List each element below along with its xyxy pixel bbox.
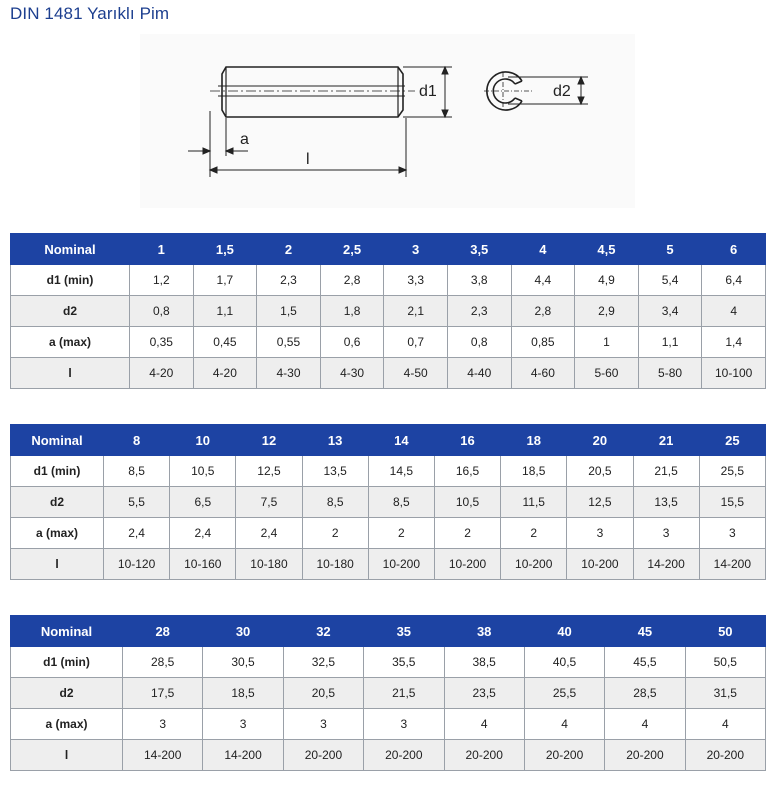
- table-cell: 1,1: [638, 327, 702, 358]
- table-cell: 4,9: [575, 265, 639, 296]
- table-cell: 3: [699, 518, 765, 549]
- l-label: l: [306, 151, 310, 168]
- table-cell: 2,3: [257, 265, 321, 296]
- table-cell: 4: [685, 709, 765, 740]
- table-row-l: [11, 740, 766, 771]
- header-label-cell: Nominal: [11, 616, 123, 647]
- table-cell: 1,8: [320, 296, 384, 327]
- table-cell: 5-80: [638, 358, 702, 389]
- row-label-cell: d1 (min): [11, 456, 104, 487]
- table-cell: 14-200: [203, 740, 283, 771]
- nominal-size-cell: 2: [257, 234, 321, 265]
- nominal-size-cell: 50: [685, 616, 765, 647]
- table-cell: 1,4: [702, 327, 766, 358]
- table-cell: 0,8: [130, 296, 194, 327]
- table-cell: 8,5: [302, 487, 368, 518]
- table-cell: 25,5: [524, 678, 604, 709]
- table-cell: 28,5: [605, 678, 685, 709]
- row-label-cell: d1 (min): [11, 265, 130, 296]
- table-cell: 2,4: [170, 518, 236, 549]
- table-cell: 45,5: [605, 647, 685, 678]
- table-cell: 4-20: [130, 358, 194, 389]
- table-cell: 28,5: [123, 647, 203, 678]
- table-cell: 2: [501, 518, 567, 549]
- table-cell: 4: [605, 709, 685, 740]
- table-cell: 21,5: [633, 456, 699, 487]
- nominal-size-cell: 3,5: [447, 234, 511, 265]
- table-cell: 3: [123, 709, 203, 740]
- table-cell: 13,5: [302, 456, 368, 487]
- table-cell: 2: [302, 518, 368, 549]
- nominal-size-cell: 4: [511, 234, 575, 265]
- spring-pin-technical-drawing: [140, 34, 635, 208]
- table-cell: 5-60: [575, 358, 639, 389]
- table-cell: 4: [524, 709, 604, 740]
- nominal-size-cell: 4,5: [575, 234, 639, 265]
- nominal-size-cell: 38: [444, 616, 524, 647]
- row-label-cell: a (max): [11, 518, 104, 549]
- table-cell: 4: [702, 296, 766, 327]
- table-cell: 20-200: [685, 740, 765, 771]
- table-cell: 2: [434, 518, 500, 549]
- table-cell: 8,5: [104, 456, 170, 487]
- table-cell: 20-200: [283, 740, 363, 771]
- nominal-size-cell: 8: [104, 425, 170, 456]
- a-dimension: [188, 111, 248, 177]
- table-cell: 10-200: [434, 549, 500, 580]
- table-cell: 10-200: [368, 549, 434, 580]
- table-cell: 0,7: [384, 327, 448, 358]
- table-cell: 1: [575, 327, 639, 358]
- header-label-cell: Nominal: [11, 425, 104, 456]
- table-cell: 2,8: [511, 296, 575, 327]
- table-cell: 14-200: [699, 549, 765, 580]
- table-cell: 3: [203, 709, 283, 740]
- nominal-size-cell: 6: [702, 234, 766, 265]
- table-cell: 5,5: [104, 487, 170, 518]
- table-cell: 2,8: [320, 265, 384, 296]
- nominal-size-cell: 14: [368, 425, 434, 456]
- table-cell: 14,5: [368, 456, 434, 487]
- table-row-d1: [11, 265, 766, 296]
- nominal-size-cell: 5: [638, 234, 702, 265]
- table-cell: 10,5: [434, 487, 500, 518]
- table-cell: 4-30: [320, 358, 384, 389]
- table-cell: 14-200: [633, 549, 699, 580]
- table-cell: 15,5: [699, 487, 765, 518]
- row-label-cell: l: [11, 358, 130, 389]
- nominal-size-cell: 21: [633, 425, 699, 456]
- table-cell: 32,5: [283, 647, 363, 678]
- table-cell: 31,5: [685, 678, 765, 709]
- table-cell: 17,5: [123, 678, 203, 709]
- nominal-size-cell: 18: [501, 425, 567, 456]
- table-cell: 0,8: [447, 327, 511, 358]
- table-cell: 4-60: [511, 358, 575, 389]
- table-cell: 1,1: [193, 296, 257, 327]
- table-cell: 3: [633, 518, 699, 549]
- row-label-cell: d2: [11, 487, 104, 518]
- table-cell: 6,5: [170, 487, 236, 518]
- nominal-size-cell: 35: [364, 616, 444, 647]
- table-cell: 35,5: [364, 647, 444, 678]
- table-cell: 2,1: [384, 296, 448, 327]
- table-cell: 23,5: [444, 678, 524, 709]
- table-row-d2: [11, 678, 766, 709]
- table-row-a: [11, 518, 766, 549]
- table-cell: 2,3: [447, 296, 511, 327]
- row-label-cell: a (max): [11, 709, 123, 740]
- table-cell: 16,5: [434, 456, 500, 487]
- row-label-cell: d1 (min): [11, 647, 123, 678]
- table-cell: 3,4: [638, 296, 702, 327]
- nominal-size-cell: 10: [170, 425, 236, 456]
- d2-label: d2: [553, 83, 571, 100]
- nominal-size-cell: 45: [605, 616, 685, 647]
- table-row-l: [11, 549, 766, 580]
- pin-side-view: [210, 67, 415, 117]
- table-cell: 2,9: [575, 296, 639, 327]
- nominal-size-cell: 30: [203, 616, 283, 647]
- spec-table-3: [10, 615, 766, 771]
- table-cell: 5,4: [638, 265, 702, 296]
- page-title: DIN 1481 Yarıklı Pim: [10, 4, 170, 23]
- table-cell: 4-50: [384, 358, 448, 389]
- table-cell: 21,5: [364, 678, 444, 709]
- table-row-a: [11, 709, 766, 740]
- table-cell: 0,35: [130, 327, 194, 358]
- nominal-size-cell: 20: [567, 425, 633, 456]
- nominal-size-cell: 2,5: [320, 234, 384, 265]
- table-cell: 10-200: [501, 549, 567, 580]
- table-cell: 2,4: [236, 518, 302, 549]
- nominal-size-cell: 12: [236, 425, 302, 456]
- table-cell: 0,85: [511, 327, 575, 358]
- table-cell: 7,5: [236, 487, 302, 518]
- table-cell: 20,5: [283, 678, 363, 709]
- nominal-size-cell: 1: [130, 234, 194, 265]
- table-cell: 14-200: [123, 740, 203, 771]
- nominal-size-cell: 32: [283, 616, 363, 647]
- table-cell: 0,45: [193, 327, 257, 358]
- table-row-d2: [11, 487, 766, 518]
- table-cell: 1,2: [130, 265, 194, 296]
- nominal-size-cell: 1,5: [193, 234, 257, 265]
- spec-table-1: [10, 233, 766, 389]
- table-cell: 50,5: [685, 647, 765, 678]
- table-cell: 11,5: [501, 487, 567, 518]
- table-cell: 4-20: [193, 358, 257, 389]
- table-cell: 10-180: [236, 549, 302, 580]
- table-cell: 20-200: [364, 740, 444, 771]
- row-label-cell: d2: [11, 678, 123, 709]
- table-cell: 10-160: [170, 549, 236, 580]
- row-label-cell: a (max): [11, 327, 130, 358]
- table-cell: 38,5: [444, 647, 524, 678]
- table-cell: 30,5: [203, 647, 283, 678]
- nominal-size-cell: 25: [699, 425, 765, 456]
- table-cell: 13,5: [633, 487, 699, 518]
- table-cell: 1,7: [193, 265, 257, 296]
- nominal-size-cell: 16: [434, 425, 500, 456]
- table-cell: 2: [368, 518, 434, 549]
- table-cell: 18,5: [203, 678, 283, 709]
- table-cell: 3: [364, 709, 444, 740]
- nominal-size-cell: 40: [524, 616, 604, 647]
- table-cell: 1,5: [257, 296, 321, 327]
- table-row-d2: [11, 296, 766, 327]
- table-row-a: [11, 327, 766, 358]
- table-cell: 2,4: [104, 518, 170, 549]
- table-cell: 20-200: [524, 740, 604, 771]
- row-label-cell: d2: [11, 296, 130, 327]
- table-cell: 0,6: [320, 327, 384, 358]
- table-row-l: [11, 358, 766, 389]
- nominal-size-cell: 28: [123, 616, 203, 647]
- table-header-row: [11, 616, 766, 647]
- table-cell: 3,8: [447, 265, 511, 296]
- nominal-size-cell: 3: [384, 234, 448, 265]
- table-cell: 40,5: [524, 647, 604, 678]
- table-row-d1: [11, 456, 766, 487]
- table-cell: 12,5: [236, 456, 302, 487]
- table-cell: 20-200: [605, 740, 685, 771]
- table-cell: 8,5: [368, 487, 434, 518]
- table-cell: 0,55: [257, 327, 321, 358]
- table-cell: 25,5: [699, 456, 765, 487]
- table-cell: 6,4: [702, 265, 766, 296]
- table-cell: 4-40: [447, 358, 511, 389]
- row-label-cell: l: [11, 549, 104, 580]
- spec-table-2: [10, 424, 766, 580]
- table-header-row: [11, 234, 766, 265]
- table-cell: 4-30: [257, 358, 321, 389]
- table-cell: 3,3: [384, 265, 448, 296]
- table-header-row: [11, 425, 766, 456]
- table-cell: 4,4: [511, 265, 575, 296]
- a-label: a: [240, 131, 249, 148]
- table-cell: 3: [567, 518, 633, 549]
- table-row-d1: [11, 647, 766, 678]
- table-cell: 10-200: [567, 549, 633, 580]
- table-cell: 10-180: [302, 549, 368, 580]
- table-cell: 20,5: [567, 456, 633, 487]
- table-cell: 4: [444, 709, 524, 740]
- row-label-cell: l: [11, 740, 123, 771]
- table-cell: 3: [283, 709, 363, 740]
- table-cell: 12,5: [567, 487, 633, 518]
- header-label-cell: Nominal: [11, 234, 130, 265]
- table-cell: 18,5: [501, 456, 567, 487]
- nominal-size-cell: 13: [302, 425, 368, 456]
- table-cell: 10,5: [170, 456, 236, 487]
- table-cell: 20-200: [444, 740, 524, 771]
- table-cell: 10-120: [104, 549, 170, 580]
- table-cell: 10-100: [702, 358, 766, 389]
- d1-label: d1: [419, 83, 437, 100]
